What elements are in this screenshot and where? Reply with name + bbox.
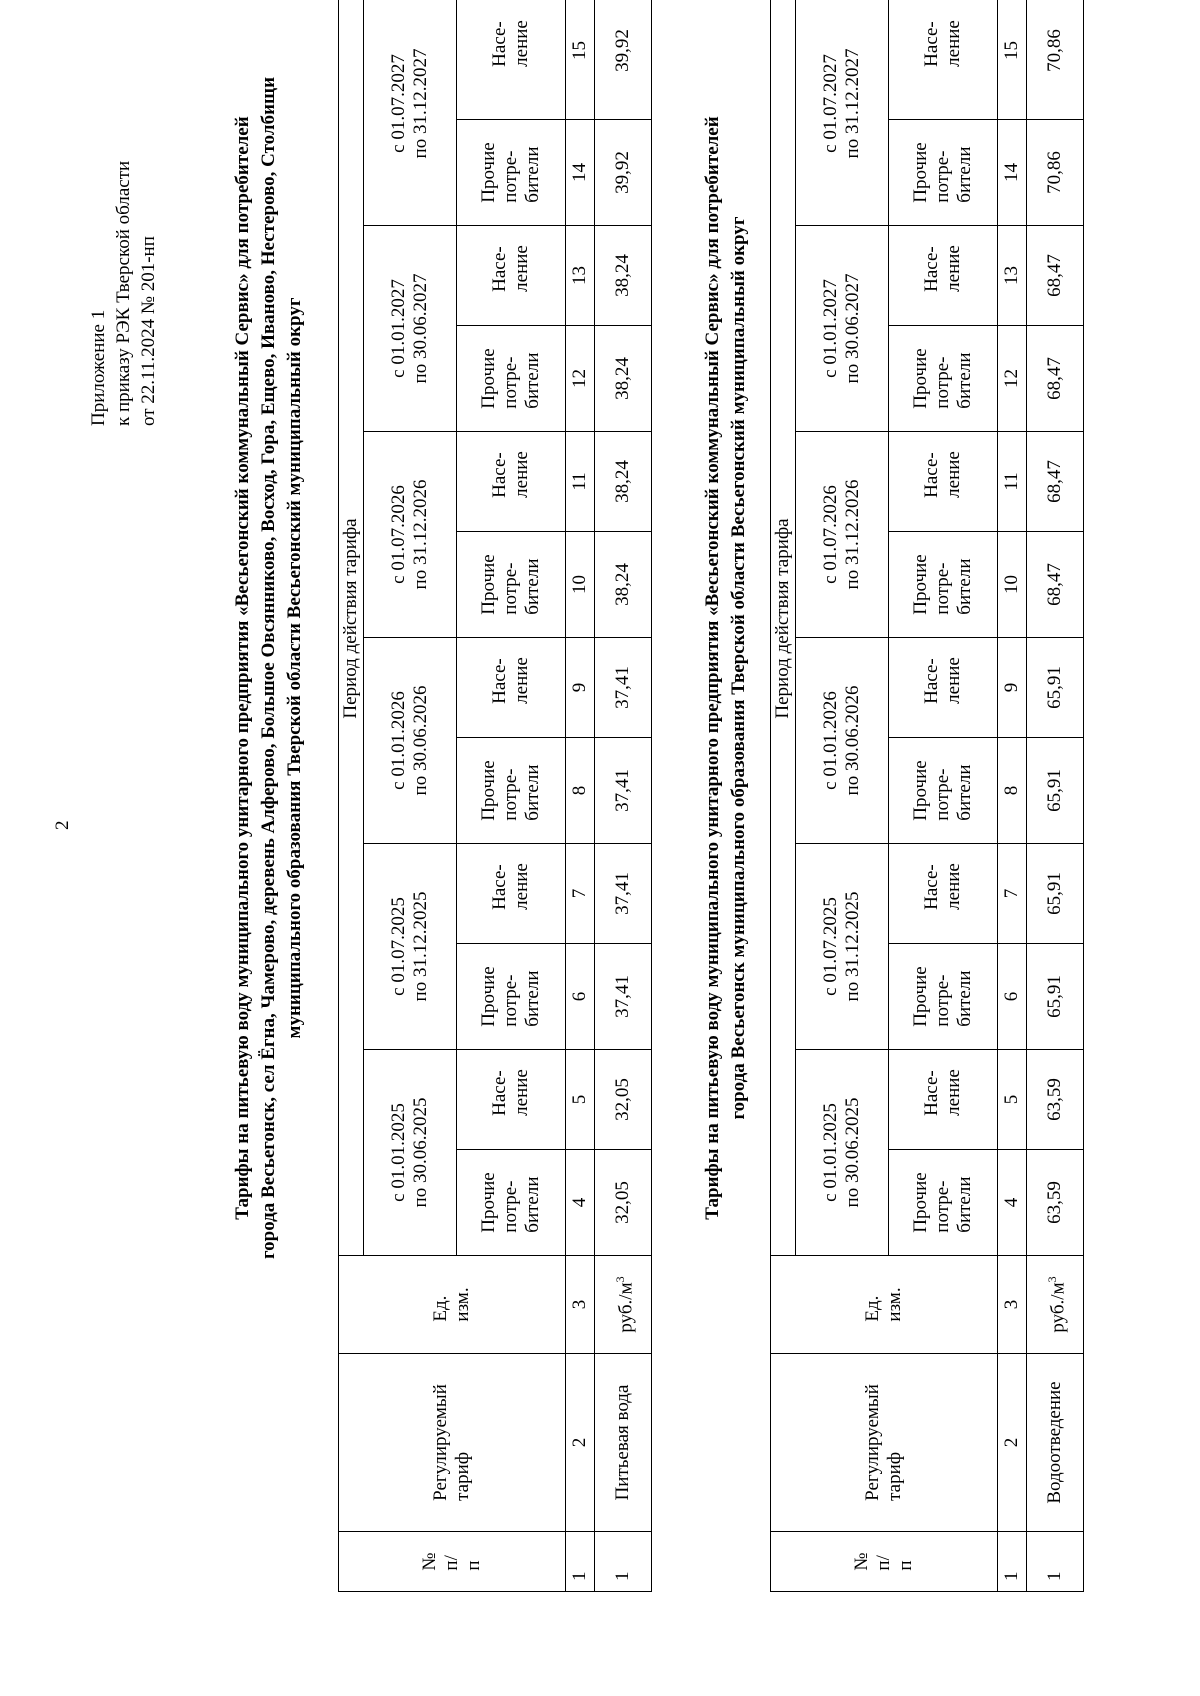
col-number: 12	[566, 326, 595, 432]
col-number: 8	[566, 738, 595, 844]
tariff-value: 65,91	[1027, 844, 1084, 944]
col-number: 2	[566, 1354, 595, 1532]
header-other: Прочие потре- бители	[457, 1150, 566, 1256]
tariff-value: 37,41	[595, 638, 652, 738]
header-pop: Насе- ление	[457, 1050, 566, 1150]
tariff-value: 68,47	[1027, 532, 1084, 638]
page-number: 2	[52, 820, 73, 830]
header-pop: Насе- ление	[889, 0, 998, 120]
header-pop: Насе- ление	[889, 638, 998, 738]
header-pop: Насе- ление	[457, 432, 566, 532]
header-tariff: Регулируемый тариф	[339, 1354, 566, 1532]
tariff-value: 65,91	[1027, 738, 1084, 844]
appendix-line-2: к приказу РЭК Тверской области	[113, 160, 134, 426]
col-number: 5	[998, 1050, 1027, 1150]
header-period: Период действия тарифа	[771, 0, 796, 1256]
tariff-value: 65,91	[1027, 638, 1084, 738]
row-unit: $руб./м^3$	[1027, 1256, 1084, 1354]
header-other: Прочие потре- бители	[889, 944, 998, 1050]
tariff-value: 70,86	[1027, 120, 1084, 226]
header-no: № п/ п	[339, 1532, 566, 1592]
period-5: с 01.01.2027 по 30.06.2027	[364, 226, 457, 432]
tariff-value: 32,05	[595, 1150, 652, 1256]
header-pop: Насе- ление	[457, 0, 566, 120]
header-pop: Насе- ление	[889, 844, 998, 944]
header-unit: Ед. изм.	[771, 1256, 998, 1354]
period-3: с 01.01.2026 по 30.06.2026	[364, 638, 457, 844]
period-4: с 01.07.2026 по 31.12.2026	[796, 432, 889, 638]
col-number: 14	[998, 120, 1027, 226]
row-tariff-name: Водоотведение	[1027, 1354, 1084, 1532]
tariff-value: 38,24	[595, 432, 652, 532]
col-number: 14	[566, 120, 595, 226]
table-row	[595, 0, 652, 1592]
header-pop: Насе- ление	[889, 432, 998, 532]
table1-title-line-1: Тарифы на питьевую воду муниципального унитарного предприятия «Весьегонский коммунальный Сервис» для потребителей	[232, 116, 253, 1220]
period-1: с 01.01.2025 по 30.06.2025	[796, 1050, 889, 1256]
col-number: 9	[998, 638, 1027, 738]
header-other: Прочие потре- бители	[457, 120, 566, 226]
col-number: 3	[566, 1256, 595, 1354]
col-number: 11	[998, 432, 1027, 532]
col-number: 7	[566, 844, 595, 944]
tariff-value: 37,41	[595, 944, 652, 1050]
col-number: 12	[998, 326, 1027, 432]
table2-title	[700, 0, 752, 1336]
col-number: 7	[998, 844, 1027, 944]
period-2: с 01.07.2025 по 31.12.2025	[364, 844, 457, 1050]
tariff-value: 68,47	[1027, 226, 1084, 326]
col-number: 9	[566, 638, 595, 738]
period-4: с 01.07.2026 по 31.12.2026	[364, 432, 457, 638]
tariff-value: 39,92	[595, 120, 652, 226]
header-other: Прочие потре- бители	[889, 326, 998, 432]
col-number: 3	[998, 1256, 1027, 1354]
period-2: с 01.07.2025 по 31.12.2025	[796, 844, 889, 1050]
period-6: с 01.07.2027 по 31.12.2027	[796, 0, 889, 226]
col-number: 1	[566, 1532, 595, 1592]
tariff-value: 70,86	[1027, 0, 1084, 120]
table-row	[1027, 0, 1084, 1592]
header-pop: Насе- ление	[457, 226, 566, 326]
tariff-value: 68,47	[1027, 432, 1084, 532]
header-other: Прочие потре- бители	[889, 120, 998, 226]
header-pop: Насе- ление	[457, 638, 566, 738]
tariff-value: 38,24	[595, 532, 652, 638]
col-number: 1	[998, 1532, 1027, 1592]
header-other: Прочие потре- бители	[889, 738, 998, 844]
col-number: 10	[566, 532, 595, 638]
col-number: 6	[998, 944, 1027, 1050]
period-6: с 01.07.2027 по 31.12.2027	[364, 0, 457, 226]
table1-title	[230, 0, 308, 1336]
col-number: 10	[998, 532, 1027, 638]
tariff-value: 32,05	[595, 1050, 652, 1150]
table1-title-line-2: города Весьегонск, сел Ёгна, Чамерово, деревень Алферово, Большое Овсянниково, Восход, Гора, Ещево, Иваново, Нестерово, Столбищи	[258, 76, 279, 1260]
header-pop: Насе- ление	[889, 1050, 998, 1150]
column-numbers-row	[566, 0, 595, 1592]
table2	[770, 0, 1084, 1592]
col-number: 15	[998, 0, 1027, 120]
appendix-header	[86, 161, 161, 426]
tariff-value: 37,41	[595, 844, 652, 944]
tariff-value: 39,92	[595, 0, 652, 120]
col-number: 13	[566, 226, 595, 326]
tariff-value: 38,24	[595, 226, 652, 326]
appendix-line-1: Приложение 1	[88, 309, 109, 426]
period-1: с 01.01.2025 по 30.06.2025	[364, 1050, 457, 1256]
header-other: Прочие потре- бители	[889, 1150, 998, 1256]
col-number: 11	[566, 432, 595, 532]
table2-title-line-2: города Весьегонск муниципального образования Тверской области Весьегонский муниципальный округ	[728, 216, 749, 1120]
tariff-value: 63,59	[1027, 1150, 1084, 1256]
tariff-value: 63,59	[1027, 1050, 1084, 1150]
row-number: 1	[595, 1532, 652, 1592]
tariff-value: 38,24	[595, 326, 652, 432]
tariff-value: 65,91	[1027, 944, 1084, 1050]
header-other: Прочие потре- бители	[457, 532, 566, 638]
period-5: с 01.01.2027 по 30.06.2027	[796, 226, 889, 432]
table2-title-line-1: Тарифы на питьевую воду муниципального унитарного предприятия «Весьегонский коммунальный Сервис» для потребителей	[702, 116, 723, 1220]
row-tariff-name: Питьевая вода	[595, 1354, 652, 1532]
row-unit: $руб./м^3$	[595, 1256, 652, 1354]
header-other: Прочие потре- бители	[457, 738, 566, 844]
table1	[338, 0, 652, 1592]
appendix-line-3: от 22.11.2024 № 201-нп	[138, 236, 159, 426]
header-tariff: Регулируемый тариф	[771, 1354, 998, 1532]
table1-title-line-3: муниципального образования Тверской области Весьегонский муниципальный округ	[284, 297, 305, 1039]
header-period: Период действия тарифа	[339, 0, 364, 1256]
header-other: Прочие потре- бители	[457, 944, 566, 1050]
header-pop: Насе- ление	[457, 844, 566, 944]
col-number: 8	[998, 738, 1027, 844]
col-number: 5	[566, 1050, 595, 1150]
period-3: с 01.01.2026 по 30.06.2026	[796, 638, 889, 844]
column-numbers-row	[998, 0, 1027, 1592]
header-no: № п/ п	[771, 1532, 998, 1592]
col-number: 6	[566, 944, 595, 1050]
header-other: Прочие потре- бители	[889, 532, 998, 638]
row-number: 1	[1027, 1532, 1084, 1592]
header-other: Прочие потре- бители	[457, 326, 566, 432]
col-number: 4	[998, 1150, 1027, 1256]
col-number: 15	[566, 0, 595, 120]
col-number: 4	[566, 1150, 595, 1256]
tariff-value: 37,41	[595, 738, 652, 844]
col-number: 2	[998, 1354, 1027, 1532]
header-unit: Ед. изм.	[339, 1256, 566, 1354]
header-pop: Насе- ление	[889, 226, 998, 326]
tariff-value: 68,47	[1027, 326, 1084, 432]
col-number: 13	[998, 226, 1027, 326]
